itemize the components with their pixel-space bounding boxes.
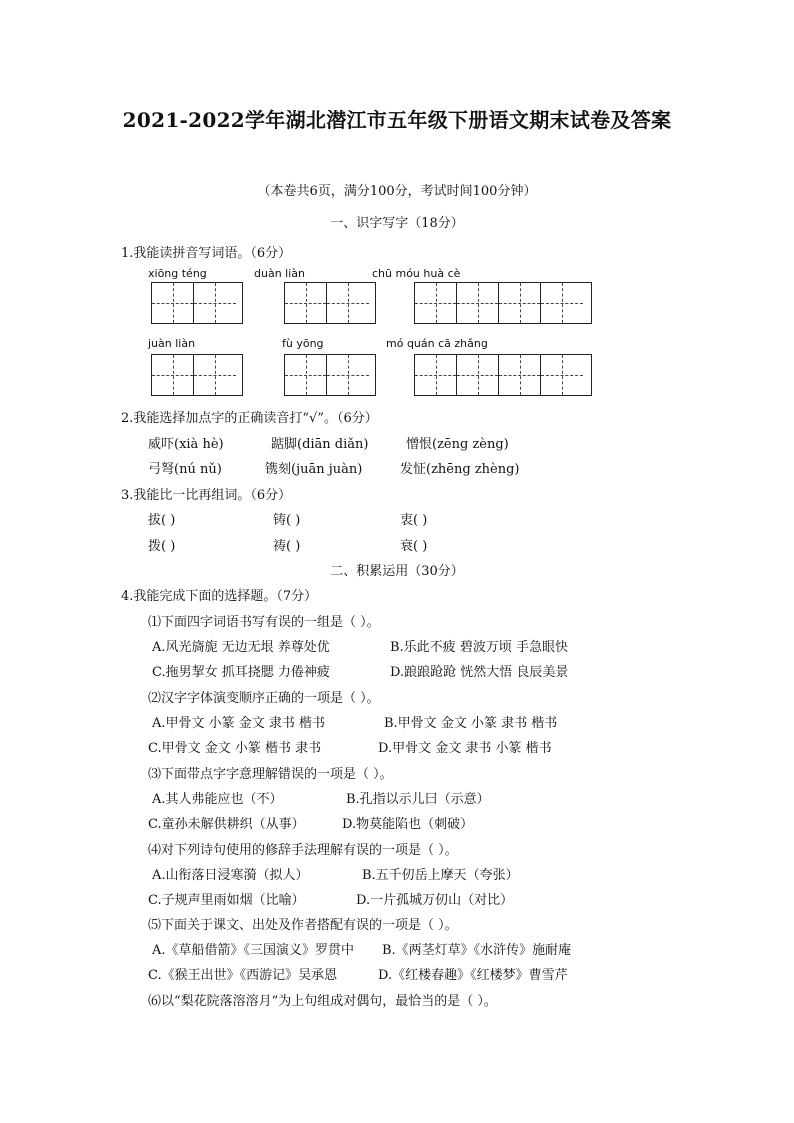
reading-choice[interactable]: 威吓(xià hè) [148, 437, 224, 452]
option-d[interactable]: D.《红楼春趣》《红楼梦》曹雪芹 [378, 968, 568, 983]
option-d[interactable]: D.一片孤城万仞山（对比） [356, 893, 514, 908]
option-c[interactable]: C.甲骨文 金文 小篆 楷书 隶书 [148, 741, 322, 756]
option-c[interactable]: C.《猴王出世》《西游记》吴承恩 [148, 968, 338, 983]
word-blank[interactable]: 拨( ) [148, 539, 176, 554]
question-4-label: 4.我能完成下面的选择题。（7分） [121, 589, 318, 604]
reading-choice[interactable]: 发怔(zhēng zhèng) [400, 462, 520, 477]
option-b[interactable]: B.甲骨文 金文 小篆 隶书 楷书 [384, 716, 558, 731]
writing-grid-1[interactable] [151, 282, 243, 324]
writing-grid-6[interactable] [414, 354, 592, 396]
sub-question-4: ⑷对下列诗句使用的修辞手法理解有误的一项是（ ）。 [148, 843, 458, 858]
option-d[interactable]: D.物莫能陷也（刺破） [342, 817, 474, 832]
word-blank[interactable]: 衰( ) [400, 539, 428, 554]
option-a[interactable]: A.甲骨文 小篆 金文 隶书 楷书 [152, 716, 326, 731]
reading-choice[interactable]: 弓弩(nú nǔ) [148, 462, 222, 477]
pinyin-3: chū móu huà cè [372, 267, 461, 280]
reading-choice[interactable]: 踮脚(diān diǎn) [271, 437, 369, 452]
section-heading-1: 一、识字写字（18分） [330, 216, 464, 231]
option-b[interactable]: B.五千仞岳上摩天（夸张） [362, 868, 519, 883]
sub-question-3: ⑶下面带点字字意理解错误的一项是（ ）。 [148, 767, 393, 782]
pinyin-4: juàn liàn [148, 337, 196, 350]
sub-question-6: ⑹以“梨花院落溶溶月”为上句组成对偶句，最恰当的是（ ）。 [148, 994, 497, 1009]
writing-grid-4[interactable] [151, 354, 243, 396]
page-title: 2021-2022学年湖北潜江市五年级下册语文期末试卷及答案 [122, 108, 672, 132]
option-a[interactable]: A.风光旖旎 无边无垠 养尊处优 [152, 640, 330, 655]
pinyin-1: xiōng téng [148, 267, 207, 280]
writing-grid-2[interactable] [284, 282, 376, 324]
sub-question-2: ⑵汉字字体演变顺序正确的一项是（ ）。 [148, 691, 380, 706]
option-d[interactable]: D.踉踉跄跄 恍然大悟 良辰美景 [390, 665, 569, 680]
option-a[interactable]: A.其人弗能应也（不） [152, 792, 283, 807]
question-1-label: 1.我能读拼音写词语。（6分） [121, 246, 292, 261]
option-c[interactable]: C.童孙未解供耕织（从事） [148, 817, 305, 832]
pinyin-2: duàn liàn [254, 267, 305, 280]
reading-choice[interactable]: 镌刻(juān juàn) [265, 462, 363, 477]
question-2-label: 2.我能选择加点字的正确读音打“√”。（6分） [121, 411, 378, 426]
sub-question-1: ⑴下面四字词语书写有误的一组是（ ）。 [148, 615, 380, 630]
option-b[interactable]: B.乐此不疲 碧波万顷 手急眼快 [390, 640, 568, 655]
reading-choice[interactable]: 憎恨(zēng zèng) [406, 437, 509, 452]
word-blank[interactable]: 铸( ) [273, 513, 301, 528]
option-c[interactable]: C.子规声里雨如烟（比喻） [148, 893, 305, 908]
option-c[interactable]: C.拖男挈女 抓耳挠腮 力倦神疲 [152, 665, 330, 680]
writing-grid-3[interactable] [414, 282, 592, 324]
question-3-label: 3.我能比一比再组词。（6分） [121, 488, 292, 503]
option-b[interactable]: B.孔指以示儿曰（示意） [346, 792, 490, 807]
option-d[interactable]: D.甲骨文 金文 隶书 小篆 楷书 [378, 741, 552, 756]
word-blank[interactable]: 拔( ) [148, 513, 176, 528]
exam-info: （本卷共6页，满分100分，考试时间100分钟） [257, 184, 537, 199]
writing-grid-5[interactable] [284, 354, 376, 396]
sub-question-5: ⑸下面关于课文、出处及作者搭配有误的一项是（ ）。 [148, 918, 458, 933]
word-blank[interactable]: 祷( ) [273, 539, 301, 554]
word-blank[interactable]: 衷( ) [400, 513, 428, 528]
pinyin-6: mó quán cā zhǎng [386, 337, 488, 350]
section-heading-2: 二、积累运用（30分） [330, 564, 464, 579]
option-b[interactable]: B.《两茎灯草》《水浒传》施耐庵 [382, 943, 572, 958]
option-a[interactable]: A.山衔落日浸寒漪（拟人） [152, 868, 309, 883]
option-a[interactable]: A.《草船借箭》《三国演义》罗贯中 [152, 943, 355, 958]
pinyin-5: fù yōng [282, 337, 324, 350]
